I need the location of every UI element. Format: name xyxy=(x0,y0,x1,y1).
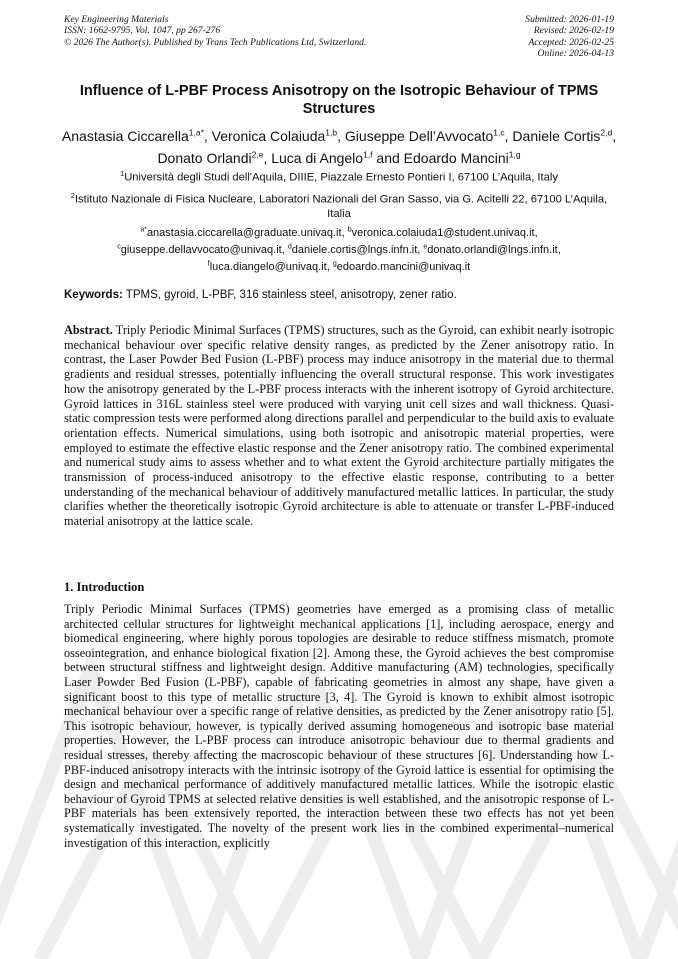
author: Edoardo Mancini$^{1,g}$ xyxy=(403,149,521,167)
author: Veronica Colaiuda$^{1,b}$, xyxy=(211,127,345,144)
email: $^g$edoardo.mancini@univaq.it xyxy=(332,259,471,273)
author: Donato Orlandi$^{2,e}$, xyxy=(157,149,272,167)
keywords xyxy=(64,288,614,302)
abstract xyxy=(64,323,614,529)
section-heading: 1. Introduction xyxy=(64,580,145,594)
journal-header xyxy=(64,14,366,48)
affiliation-1: $^1$Università degli Studi dell'Aquila, DIIIE, Piazzale Ernesto Pontieri I, 67100 L’Aquila, Italy xyxy=(120,169,558,184)
email: $^b$veronica.colaiuda1@student.univaq.it, xyxy=(347,226,538,239)
author-emails xyxy=(64,223,614,274)
online-date: Online: 2026-04-13 xyxy=(537,47,614,59)
keywords-text: TPMS, gyroid, L-PBF, 316 stainless steel, anisotropy, zener ratio. xyxy=(125,289,457,301)
author-list xyxy=(58,123,620,168)
journal-issn: ISSN: 1662-9795, Vol. 1047, pp 267-276 xyxy=(64,25,221,37)
abstract-text: Triply Periodic Minimal Surfaces (TPMS) structures, such as the Gyroid, can exhibit nearly isotropic mechanical behaviour over specific relative density ranges, as predicted by the Zener anisotropy ratio. In contrast, the Laser Powder Bed Fusion (L-PBF) process may induce anisotropy in the material due to thermal gradients and residual stresses, potentially influencing the overall structural response. This work investigates how the anisotropy generated by the L-PBF process interacts with the inherent isotropy of Gyroid architecture. Gyroid lattices in 316L stainless steel were produced with varying unit cell sizes and wall thickness. Quasi-static compression tests were performed along directions parallel and perpendicular to the build axis to evaluate orientation effects. Numerical simulations, using both isotropic and anisotropic material properties, were employed to estimate the effective elastic response and the Zener anisotropy ratio. The combined experimental and numerical study aims to assess whether and to what extent the Gyroid architecture partially mitigates the transmission of process-induced anisotropy to the effective elastic response, contributing to a better understanding of the mechanical behaviour of additively manufactured metallic lattices. In particular, the study clarifies whether the theoretically isotropic Gyroid architecture is able to attenuate or transfer L-PBF-induced material anisotropy at the lattice scale. xyxy=(64,323,614,529)
affiliation-2: $^2$Istituto Nazionale di Fisica Nucleare, Laboratori Nazionali del Gran Sasso, via G. Acitelli 22, 67100 L’Aquila, Italia xyxy=(70,191,608,221)
abstract-label: Abstract. xyxy=(64,323,113,337)
revised-date: Revised: 2026-02-19 xyxy=(533,25,614,37)
journal-name: Key Engineering Materials xyxy=(64,14,169,25)
copyright-notice: © 2026 The Author(s). Published by Trans Tech Publications Ltd, Switzerland. xyxy=(64,36,367,48)
email: $^{a*}$anastasia.ciccarella@graduate.univaq.it, xyxy=(140,226,348,239)
email: $^f$luca.diangelo@univaq.it, xyxy=(207,259,333,273)
author: Luca di Angelo$^{1,f}$ and xyxy=(271,149,404,167)
accepted-date: Accepted: 2026-02-25 xyxy=(528,36,614,48)
submitted-date: Submitted: 2026-01-19 xyxy=(525,14,614,25)
publication-dates xyxy=(525,14,614,59)
email: $^d$daniele.cortis@lngs.infn.it, xyxy=(287,242,424,256)
keywords-label: Keywords: xyxy=(64,289,123,301)
author: Giuseppe Dell’Avvocato$^{1,c}$, xyxy=(344,127,513,144)
email: $^e$donato.orlandi@lngs.infn.it, xyxy=(423,242,561,256)
introduction-paragraph: Triply Periodic Minimal Surfaces (TPMS) geometries have emerged as a promising class of metallic architected cellular structures for lightweight mechanical applications [1], including aerospace, energy and biomedical engineering, where highly porous topologies are desirable to reduce stiffness mismatch, promote osseointegration, and enhance biological fixation [2]. Among these, the Gyroid achieves the best compromise between structural stiffness and lightweight design. Additive manufacturing (AM) technologies, specifically Laser Powder Bed Fusion (L-PBF), capable of fabricating geometries in almost any shape, have given a significant boost to this type of metallic structure [3, 4]. The Gyroid is known to exhibit almost isotropic mechanical behaviour over a specific range of relative densities, as predicted by the Zener anisotropy ratio [5]. This isotropic behaviour, however, is typically derived assuming homogeneous and isotropic base material properties. However, the L-PBF process can introduce anisotropic behaviour due to thermal gradients and residual stresses, thereby affecting the macroscopic behaviour of these structures [6]. Understanding how L-PBF-induced anisotropy interacts with the intrinsic isotropy of the Gyroid lattice is essential for optimising the design and mechanical performance of additively manufactured metallic lattices. While the isotropic elastic behaviour of Gyroid TPMS at selected relative densities is well established, and the anisotropic response of L-PBF materials has been extensively reported, the interaction between these two effects has not yet been systematically investigated. The novelty of the present work lies in the combined experimental–numerical investigation of this interaction, explicitly xyxy=(64,602,614,850)
email: $^c$giuseppe.dellavvocato@univaq.it, xyxy=(117,242,288,256)
author: Anastasia Ciccarella$^{1,a*}$, xyxy=(61,127,212,144)
author: Daniele Cortis$^{2,d}$, xyxy=(512,127,617,144)
paper-title: Influence of L-PBF Process Anisotropy on the Isotropic Behaviour of TPMS Structures xyxy=(79,83,599,117)
